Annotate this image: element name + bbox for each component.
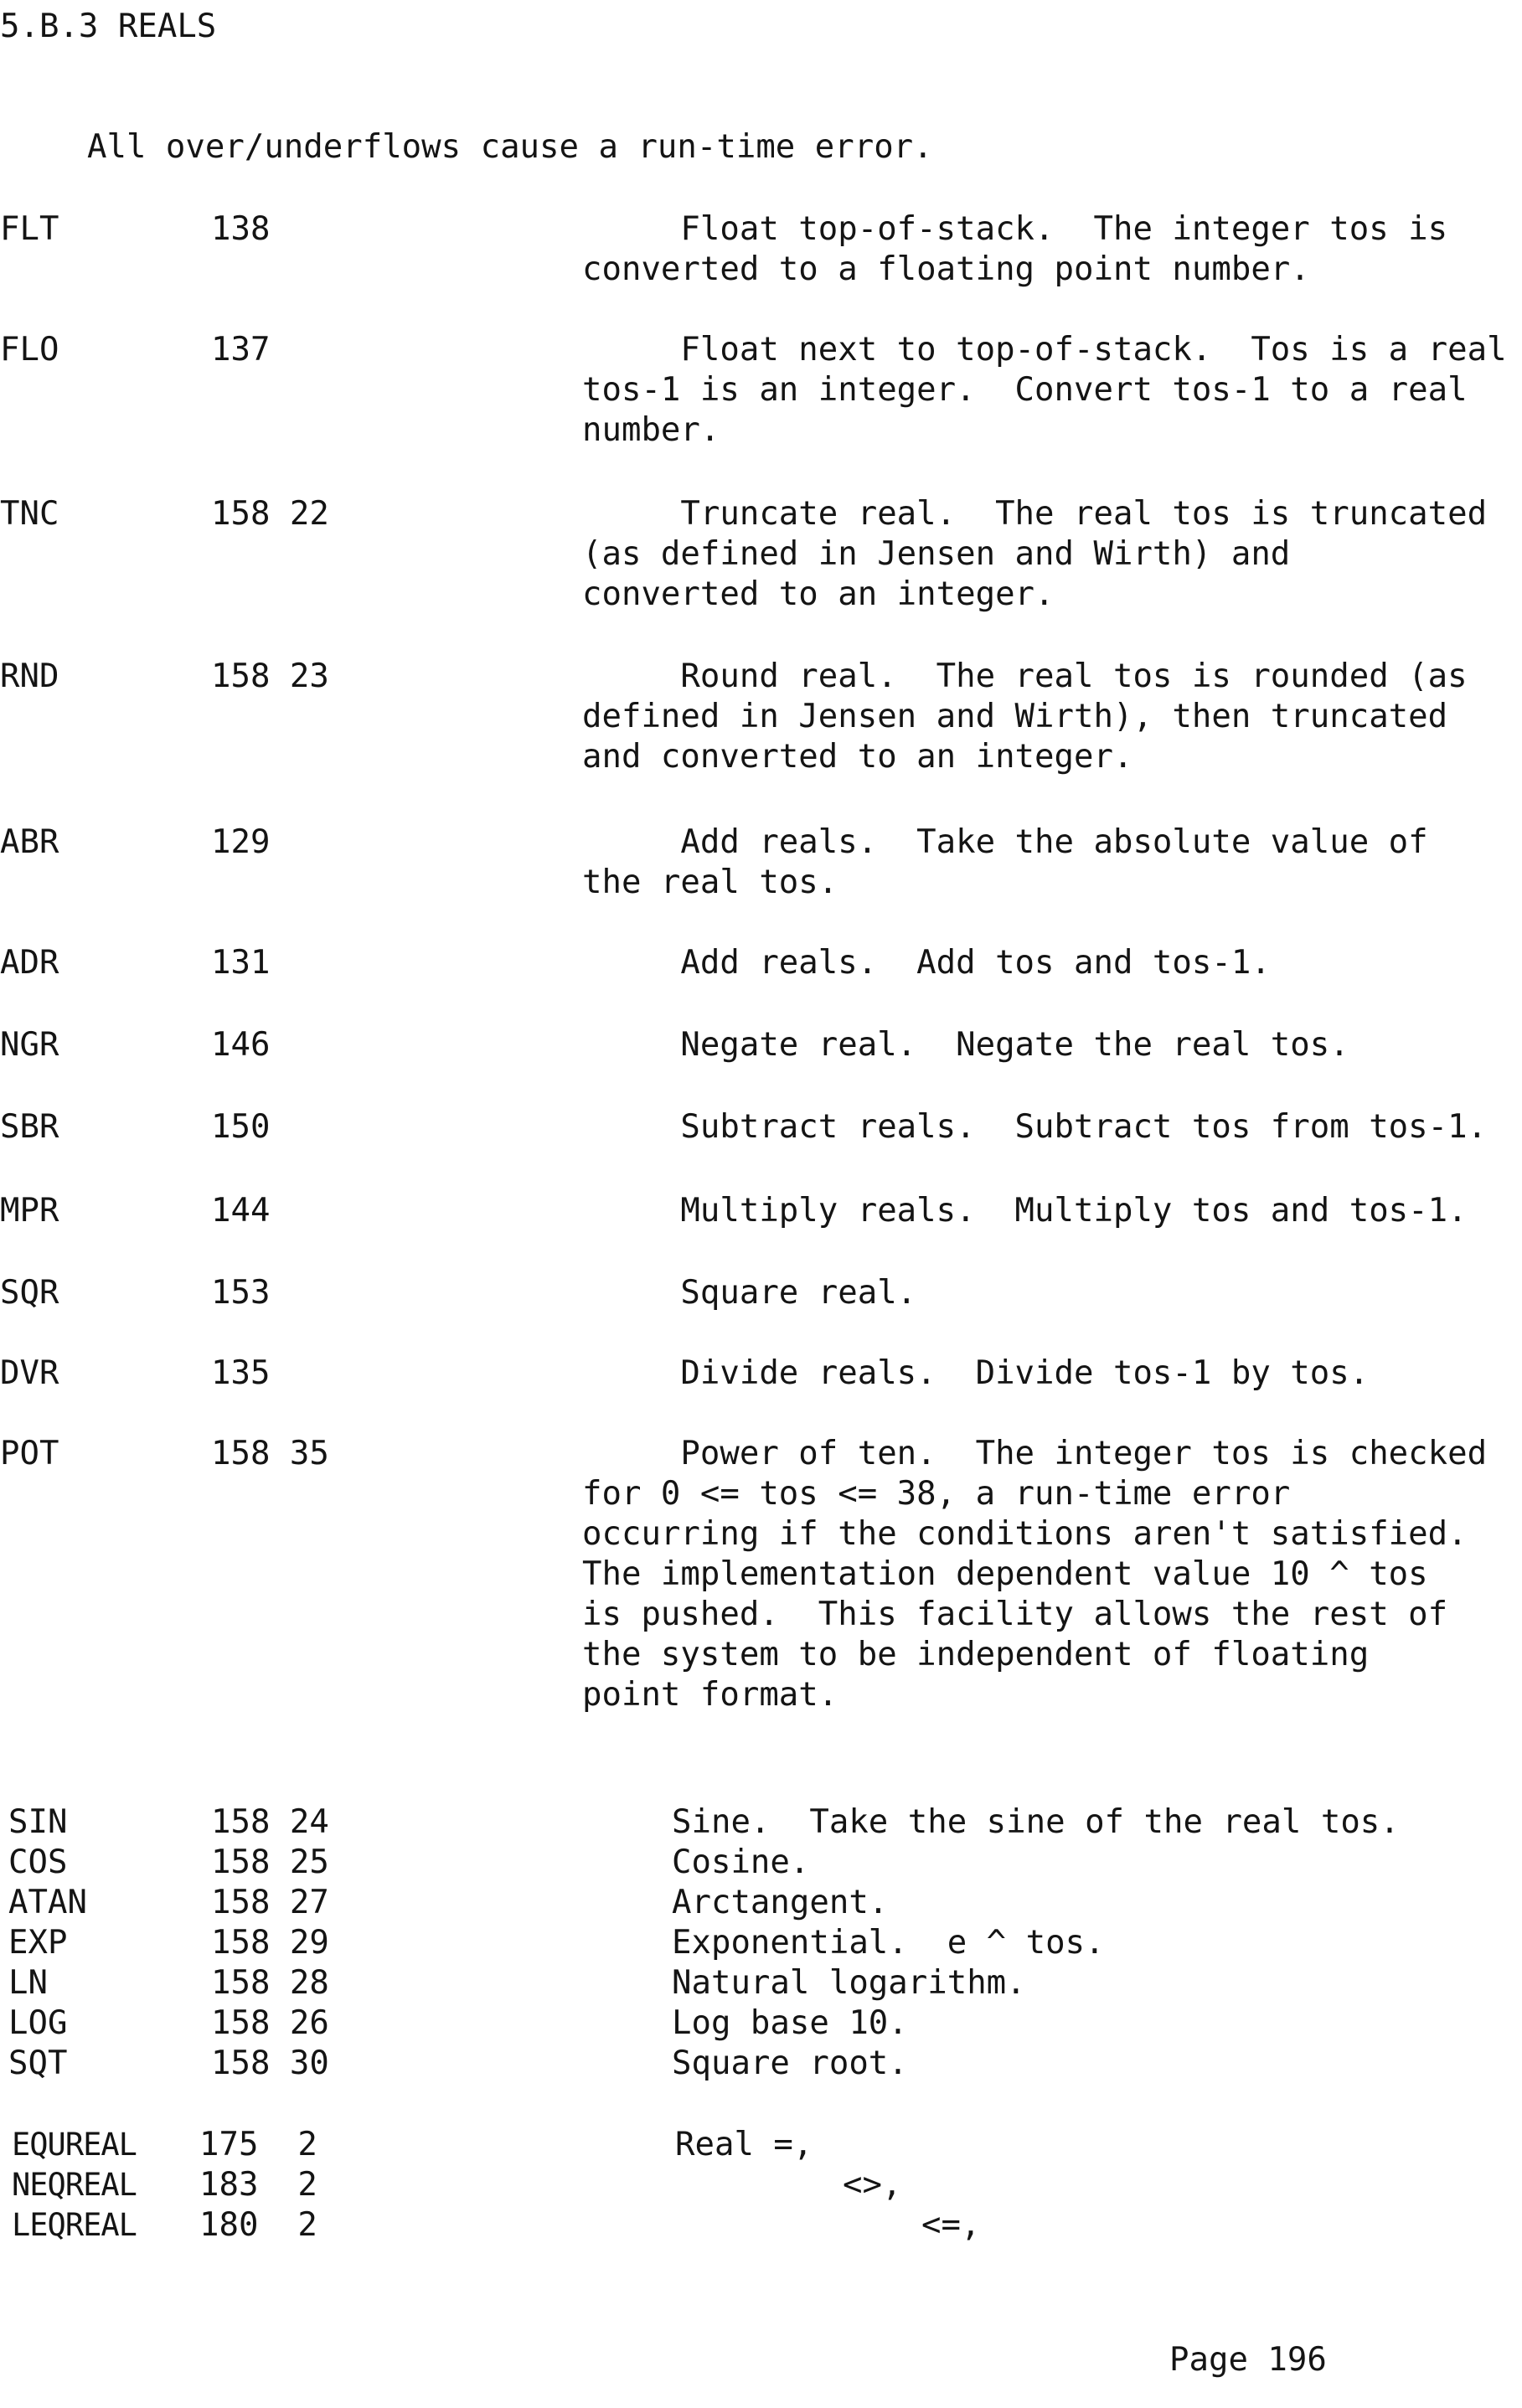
- mnemonic: SBR: [0, 1108, 59, 1146]
- mnemonic: FLT: [0, 210, 59, 248]
- opcode: 150: [211, 1108, 271, 1146]
- mnemonic: EXP: [8, 1924, 68, 1962]
- mnemonic: LEQREAL: [12, 2207, 137, 2243]
- description-line: Float next to top-of-stack. Tos is a real: [582, 331, 1507, 369]
- opcode: 183 2: [199, 2166, 317, 2204]
- description: Arctangent.: [672, 1884, 889, 1921]
- description: Sine. Take the sine of the real tos.: [672, 1803, 1400, 1841]
- opcode: 158 30: [211, 2044, 329, 2082]
- opcode: 138: [211, 210, 271, 248]
- mnemonic: ADR: [0, 944, 59, 982]
- description-line: number.: [582, 411, 720, 449]
- opcode: 158 28: [211, 1964, 329, 2002]
- intro-text: All over/underflows cause a run-time error.: [87, 128, 933, 166]
- opcode: 129: [211, 823, 271, 861]
- mnemonic: FLO: [0, 331, 59, 369]
- description-line: Truncate real. The real tos is truncated: [582, 495, 1488, 533]
- opcode: 158 29: [211, 1924, 329, 1962]
- description-line: Negate real. Negate the real tos.: [582, 1026, 1349, 1064]
- description-line: Divide reals. Divide tos-1 by tos.: [582, 1354, 1370, 1392]
- mnemonic: MPR: [0, 1192, 59, 1230]
- mnemonic: ABR: [0, 823, 59, 861]
- mnemonic: LN: [8, 1964, 48, 2002]
- description: [582, 330, 1512, 451]
- opcode: 158 23: [211, 657, 329, 695]
- opcode: 153: [211, 1274, 271, 1312]
- opcode: 158 26: [211, 2004, 329, 2042]
- description-line: Add reals. Take the absolute value of: [582, 823, 1428, 861]
- opcode: 131: [211, 944, 271, 982]
- mnemonic: TNC: [0, 495, 59, 533]
- description: Real =,: [675, 2126, 813, 2163]
- description-line: converted to a floating point number.: [582, 250, 1310, 288]
- description-line: the system to be independent of floating: [582, 1636, 1370, 1673]
- mnemonic: NEQREAL: [12, 2167, 137, 2203]
- mnemonic: ATAN: [8, 1884, 87, 1921]
- opcode: 146: [211, 1026, 271, 1064]
- opcode: 135: [211, 1354, 271, 1392]
- description: <>,: [843, 2166, 902, 2204]
- description-line: (as defined in Jensen and Wirth) and: [582, 535, 1291, 573]
- description-line: Float top-of-stack. The integer tos is: [582, 210, 1448, 248]
- section-title: 5.B.3 REALS: [0, 8, 217, 45]
- mnemonic: DVR: [0, 1354, 59, 1392]
- description: [582, 822, 1512, 903]
- description-line: and converted to an integer.: [582, 738, 1133, 776]
- opcode: 144: [211, 1192, 271, 1230]
- description: [582, 1273, 1512, 1313]
- opcode: 175 2: [199, 2126, 317, 2163]
- description: [582, 1434, 1512, 1715]
- mnemonic: LOG: [8, 2004, 68, 2042]
- description: [582, 1025, 1512, 1065]
- description: [582, 209, 1512, 290]
- description: [582, 657, 1512, 777]
- description: [582, 494, 1512, 615]
- mnemonic: COS: [8, 1843, 68, 1881]
- mnemonic: POT: [0, 1435, 59, 1472]
- description-line: Square real.: [582, 1274, 917, 1312]
- description: <=,: [921, 2206, 981, 2244]
- description-line: converted to an integer.: [582, 575, 1055, 613]
- description-line: point format.: [582, 1676, 838, 1714]
- description-line: occurring if the conditions aren't satisfied.: [582, 1515, 1468, 1553]
- description-line: Round real. The real tos is rounded (as: [582, 657, 1468, 695]
- opcode: 158 27: [211, 1884, 329, 1921]
- description: Log base 10.: [672, 2004, 908, 2042]
- page-number: Page 196: [1169, 2341, 1327, 2379]
- mnemonic: SQT: [8, 2044, 68, 2082]
- description-line: Subtract reals. Subtract tos from tos-1.: [582, 1108, 1488, 1146]
- description: Cosine.: [672, 1843, 810, 1881]
- description: Exponential. e ^ tos.: [672, 1924, 1105, 1962]
- description-line: the real tos.: [582, 864, 838, 901]
- description-line: Add reals. Add tos and tos-1.: [582, 944, 1271, 982]
- description-line: Power of ten. The integer tos is checked: [582, 1435, 1488, 1472]
- description-line: tos-1 is an integer. Convert tos-1 to a real: [582, 371, 1468, 409]
- mnemonic: SIN: [8, 1803, 68, 1841]
- description: [582, 1354, 1512, 1394]
- opcode: 158 24: [211, 1803, 329, 1841]
- opcode: 137: [211, 331, 271, 369]
- description-line: The implementation dependent value 10 ^ tos: [582, 1555, 1428, 1593]
- opcode: 180 2: [199, 2206, 317, 2244]
- description-line: defined in Jensen and Wirth), then truncated: [582, 698, 1448, 735]
- opcode: 158 25: [211, 1843, 329, 1881]
- description-line: for 0 <= tos <= 38, a run-time error: [582, 1475, 1291, 1513]
- description: [582, 1191, 1512, 1231]
- description: [582, 1107, 1512, 1147]
- description: Square root.: [672, 2044, 908, 2082]
- description-line: is pushed. This facility allows the rest of: [582, 1596, 1448, 1633]
- description: Natural logarithm.: [672, 1964, 1026, 2002]
- opcode: 158 35: [211, 1435, 329, 1472]
- description-line: Multiply reals. Multiply tos and tos-1.: [582, 1192, 1468, 1230]
- mnemonic: RND: [0, 657, 59, 695]
- opcode: 158 22: [211, 495, 329, 533]
- mnemonic: EQUREAL: [12, 2127, 137, 2163]
- description: [582, 943, 1512, 983]
- mnemonic: NGR: [0, 1026, 59, 1064]
- mnemonic: SQR: [0, 1274, 59, 1312]
